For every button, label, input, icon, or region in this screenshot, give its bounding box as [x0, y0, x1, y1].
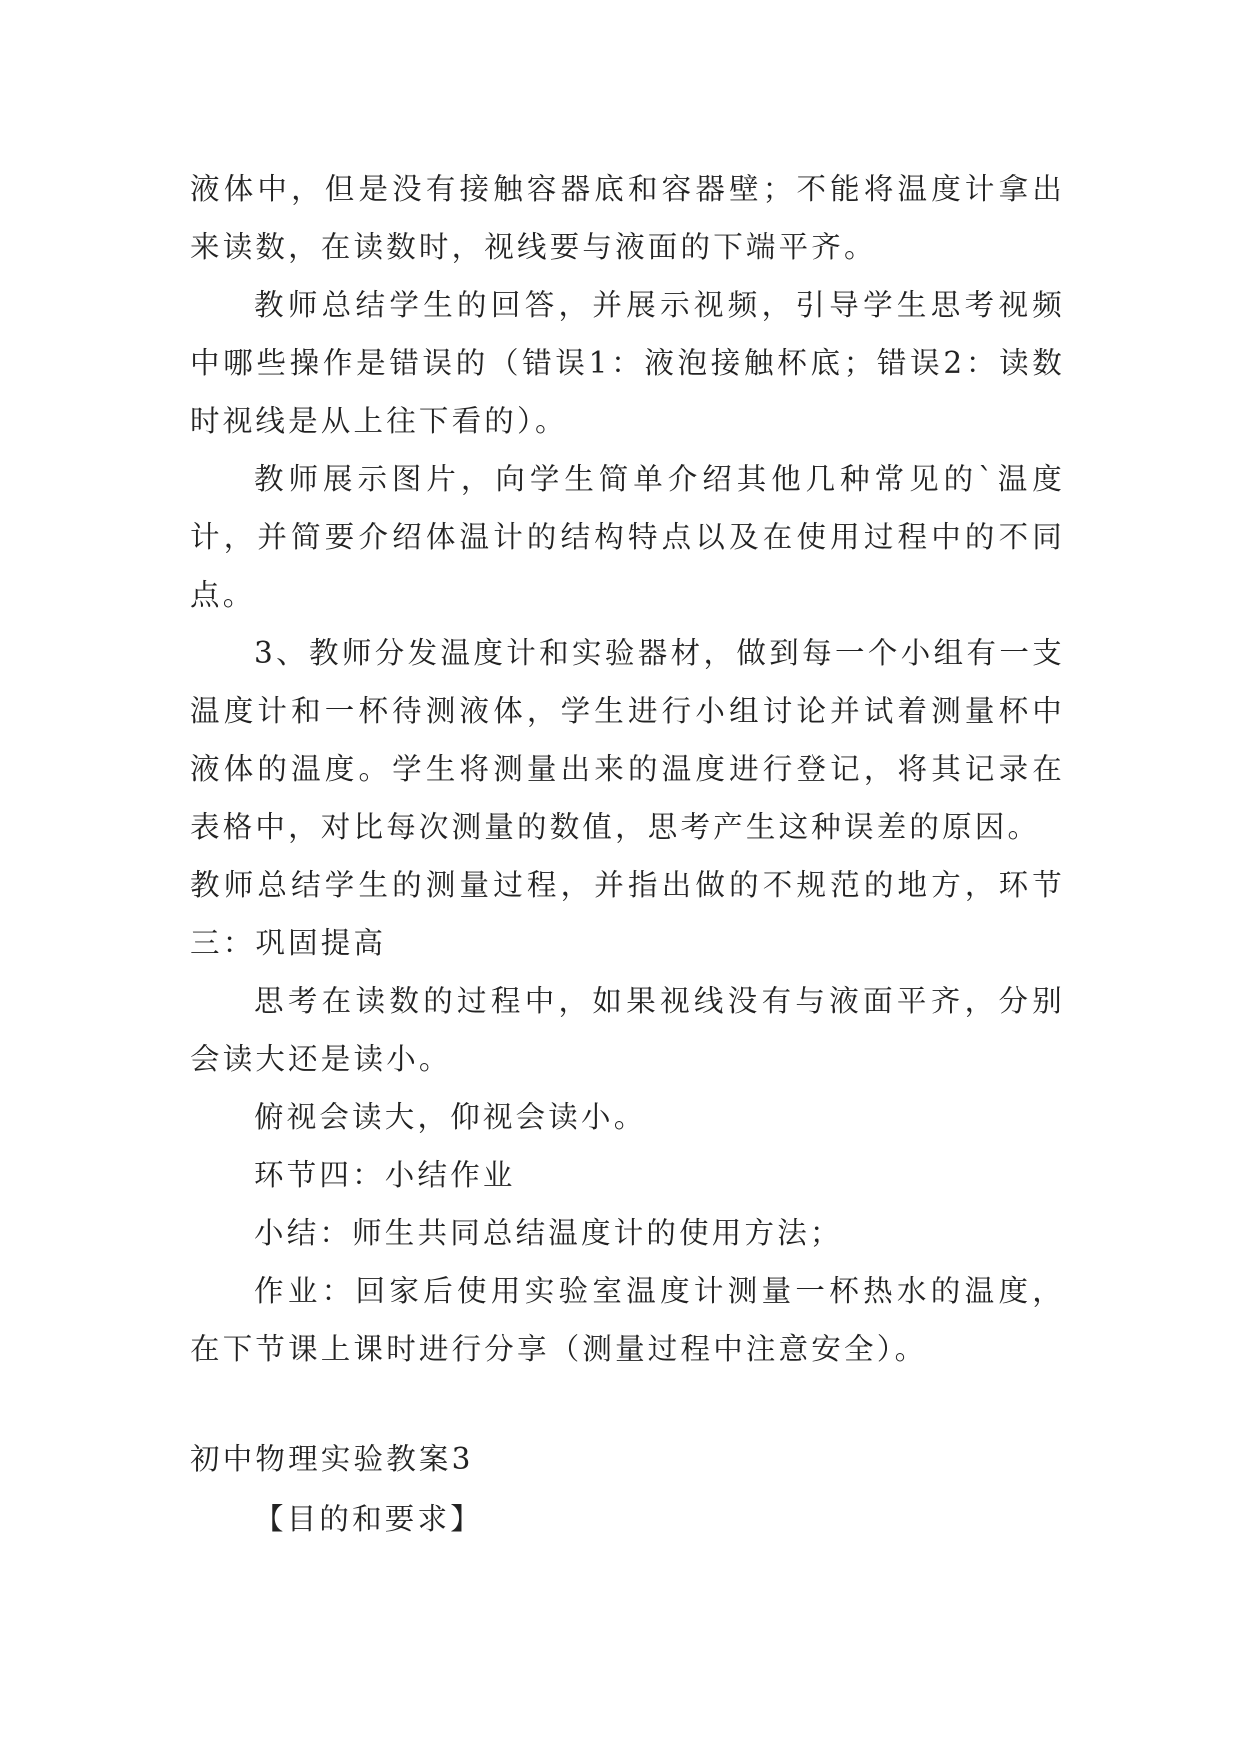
paragraph-10: 作业：回家后使用实验室温度计测量一杯热水的温度，在下节课上课时进行分享（测量过程中注意安全）。	[190, 1274, 1065, 1366]
paragraph-4: 3、教师分发温度计和实验器材，做到每一个小组有一支温度计和一杯待测液体，学生进行小组讨论并试着测量杯中液体的温度。学生将测量出来的温度进行登记，将其记录在表格中，对比每次测量的数值，思考产生这种误差的原因。	[190, 636, 1065, 844]
paragraph-2: 教师总结学生的回答，并展示视频，引导学生思考视频中哪些操作是错误的（错误1：液泡接触杯底；错误2：读数时视线是从上往下看的）。	[190, 288, 1065, 438]
section-title: 初中物理实验教案3	[190, 1442, 474, 1476]
paragraph-9: 小结：师生共同总结温度计的使用方法；	[254, 1216, 843, 1250]
paragraph-8: 环节四：小结作业	[254, 1158, 516, 1192]
paragraph-6: 思考在读数的过程中，如果视线没有与液面平齐，分别会读大还是读小。	[190, 984, 1065, 1076]
paragraph-1: 液体中，但是没有接触容器底和容器壁；不能将温度计拿出来读数，在读数时，视线要与液面的下端平齐。	[190, 172, 1065, 264]
body-text	[190, 160, 1065, 1378]
paragraph-7: 俯视会读大，仰视会读小。	[254, 1100, 647, 1134]
paragraph-5: 教师总结学生的测量过程，并指出做的不规范的地方，环节三：巩固提高	[190, 868, 1065, 960]
section-subtitle: 【目的和要求】	[254, 1502, 483, 1536]
paragraph-3: 教师展示图片，向学生简单介绍其他几种常见的`温度计，并简要介绍体温计的结构特点以及在使用过程中的不同点。	[190, 462, 1065, 612]
